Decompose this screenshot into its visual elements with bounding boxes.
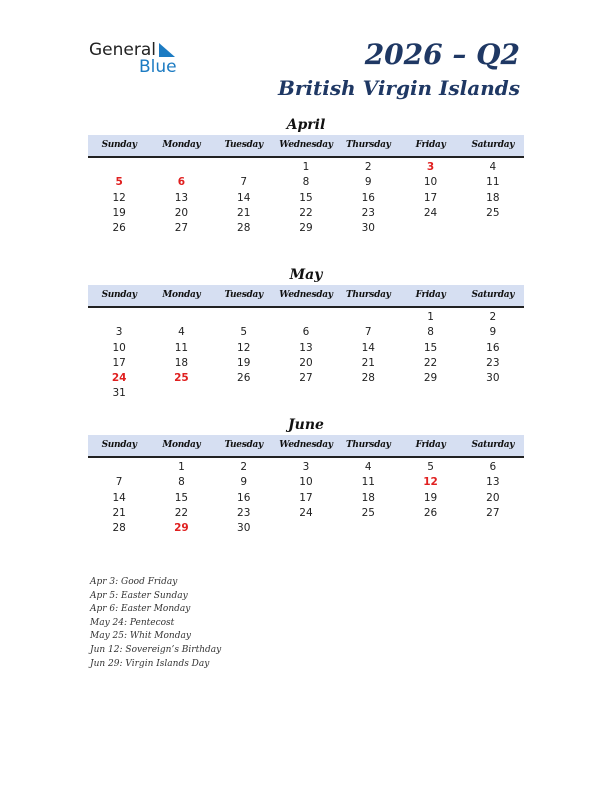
week-row (88, 521, 524, 536)
day-cell: 25 (361, 506, 375, 519)
week-row (88, 341, 524, 356)
day-cell: 1 (427, 311, 434, 323)
day-cell: 16 (361, 191, 375, 204)
weekday-header-row (88, 135, 524, 158)
weekday-header-friday: Friday (415, 290, 446, 300)
day-cell: 2 (489, 311, 497, 323)
day-cell: 1 (302, 161, 310, 173)
day-cell: 15 (423, 341, 438, 354)
day-cell: 3 (115, 326, 123, 339)
week-row (88, 221, 524, 236)
weekday-header-sunday: Sunday (101, 140, 137, 150)
empty-cell (337, 521, 399, 536)
weekday-header-monday: Monday (162, 140, 201, 150)
day-cell: 28 (112, 522, 126, 535)
day-cell: 14 (112, 491, 126, 504)
day-cell: 17 (112, 356, 126, 369)
day-cell: 9 (489, 326, 497, 339)
day-cell: 24 (111, 372, 127, 385)
week-row (88, 206, 524, 221)
day-cell: 12 (237, 341, 251, 354)
day-cell: 7 (364, 326, 372, 339)
day-cell: 27 (174, 222, 189, 235)
day-cell: 16 (486, 341, 500, 354)
day-cell: 2 (364, 161, 372, 173)
day-cell: 8 (302, 176, 310, 189)
week-row (88, 386, 524, 401)
month-title: May (289, 267, 323, 283)
empty-cell (462, 386, 524, 401)
logo (89, 40, 189, 76)
month-june (88, 415, 524, 536)
week-row (88, 460, 524, 475)
day-cell: 30 (361, 222, 375, 235)
weekday-header-sunday: Sunday (101, 290, 137, 300)
weekday-header-saturday: Saturday (471, 290, 515, 300)
day-cell: 16 (237, 491, 251, 504)
day-cell: 28 (237, 222, 251, 235)
empty-cell (462, 221, 524, 236)
day-cell: 31 (112, 387, 126, 400)
day-cell: 12 (112, 191, 126, 204)
empty-cell (275, 310, 337, 325)
day-cell: 6 (177, 176, 186, 189)
day-cell: 17 (299, 491, 313, 504)
week-row (88, 310, 524, 325)
weekday-header-saturday: Saturday (471, 140, 515, 150)
day-cell: 24 (423, 206, 438, 219)
day-cell: 26 (112, 222, 126, 235)
empty-cell (88, 160, 150, 175)
day-cell: 19 (237, 356, 251, 369)
day-cell: 9 (364, 176, 372, 189)
logo-triangle-icon (159, 43, 175, 57)
day-cell: 25 (486, 206, 500, 219)
empty-cell (213, 310, 275, 325)
weekday-header-wednesday: Wednesday (279, 440, 333, 450)
day-cell: 29 (174, 522, 189, 535)
day-cell: 6 (489, 461, 497, 473)
week-row (88, 506, 524, 521)
day-cell: 19 (423, 491, 438, 504)
day-cell: 21 (361, 356, 375, 369)
holiday-item: May 25: Whit Monday (90, 631, 191, 642)
day-cell: 3 (302, 461, 310, 473)
day-cell: 11 (174, 341, 189, 354)
day-cell: 5 (115, 176, 123, 189)
day-cell: 9 (240, 476, 248, 489)
week-row (88, 371, 524, 386)
week-row (88, 475, 524, 490)
weekday-header-friday: Friday (415, 440, 446, 450)
day-cell: 21 (112, 506, 126, 519)
empty-cell (150, 310, 212, 325)
day-cell: 23 (237, 506, 251, 519)
weekday-header-tuesday: Tuesday (224, 140, 263, 150)
weekday-header-thursday: Thursday (345, 290, 391, 300)
day-cell: 20 (486, 491, 500, 504)
holiday-item: Apr 5: Easter Sunday (90, 590, 188, 601)
day-cell: 29 (423, 372, 438, 385)
week-row (88, 191, 524, 206)
day-cell: 19 (112, 206, 126, 219)
day-cell: 7 (240, 176, 248, 189)
day-cell: 2 (240, 461, 248, 473)
holiday-item: Apr 6: Easter Monday (90, 604, 191, 615)
day-cell: 18 (174, 356, 189, 369)
weekday-header-wednesday: Wednesday (279, 140, 333, 150)
empty-cell (88, 460, 150, 475)
day-cell: 26 (423, 506, 438, 519)
week-row (88, 356, 524, 371)
empty-cell (150, 386, 212, 401)
day-cell: 4 (364, 461, 372, 473)
day-cell: 11 (361, 476, 375, 489)
day-cell: 27 (486, 506, 500, 519)
weekday-header-friday: Friday (415, 140, 446, 150)
day-cell: 22 (174, 506, 189, 519)
day-cell: 20 (174, 206, 189, 219)
day-cell: 13 (299, 341, 313, 354)
day-cell: 10 (423, 176, 438, 189)
day-cell: 28 (361, 372, 375, 385)
day-cell: 18 (486, 191, 500, 204)
empty-cell (399, 521, 461, 536)
day-cell: 15 (174, 491, 189, 504)
week-row (88, 325, 524, 340)
month-may (88, 265, 524, 402)
week-row (88, 160, 524, 175)
day-cell: 14 (237, 191, 251, 204)
weekday-header-thursday: Thursday (345, 440, 391, 450)
day-cell: 23 (361, 206, 375, 219)
month-april (88, 115, 524, 236)
empty-cell (337, 310, 399, 325)
day-cell: 24 (299, 506, 313, 519)
month-title: April (286, 117, 326, 133)
day-cell: 22 (423, 356, 438, 369)
weekday-header-row (88, 285, 524, 308)
day-cell: 23 (486, 356, 500, 369)
day-cell: 6 (302, 326, 310, 339)
page-subtitle: British Virgin Islands (278, 76, 520, 100)
weekday-header-monday: Monday (162, 290, 201, 300)
empty-cell (399, 221, 461, 236)
weekday-header-sunday: Sunday (101, 440, 137, 450)
day-cell: 8 (427, 326, 434, 339)
empty-cell (213, 386, 275, 401)
day-cell: 30 (486, 372, 500, 385)
logo-general-text: General (89, 40, 156, 60)
empty-cell (213, 160, 275, 175)
logo-blue-text: Blue (139, 57, 177, 77)
day-cell: 14 (361, 341, 375, 354)
day-cell: 27 (299, 372, 313, 385)
day-cell: 3 (426, 161, 435, 173)
page-title: 2026 – Q2 (364, 38, 520, 71)
weekday-header-saturday: Saturday (471, 440, 515, 450)
day-cell: 7 (115, 476, 123, 489)
holiday-list (90, 576, 221, 671)
weekday-header-thursday: Thursday (345, 140, 391, 150)
week-row (88, 491, 524, 506)
holiday-item: Jun 12: Sovereign’s Birthday (90, 644, 222, 655)
day-cell: 29 (299, 222, 313, 235)
weekday-header-tuesday: Tuesday (224, 440, 263, 450)
weekday-header-monday: Monday (162, 440, 201, 450)
empty-cell (462, 521, 524, 536)
empty-cell (275, 521, 337, 536)
day-cell: 20 (299, 356, 313, 369)
day-cell: 10 (299, 476, 313, 489)
weekday-header-tuesday: Tuesday (224, 290, 263, 300)
day-cell: 13 (486, 476, 500, 489)
empty-cell (150, 160, 212, 175)
weekday-header-row (88, 435, 524, 458)
day-cell: 15 (299, 191, 313, 204)
day-cell: 13 (174, 191, 189, 204)
empty-cell (337, 386, 399, 401)
empty-cell (275, 386, 337, 401)
day-cell: 25 (174, 372, 189, 385)
day-cell: 5 (427, 461, 434, 473)
day-cell: 1 (178, 461, 185, 473)
day-cell: 22 (299, 206, 313, 219)
day-cell: 18 (361, 491, 375, 504)
empty-cell (88, 310, 150, 325)
month-title: June (288, 417, 324, 433)
empty-cell (399, 386, 461, 401)
day-cell: 11 (486, 176, 500, 189)
day-cell: 5 (240, 326, 248, 339)
day-cell: 4 (489, 161, 497, 173)
holiday-item: Jun 29: Virgin Islands Day (90, 658, 210, 669)
day-cell: 30 (237, 522, 251, 535)
day-cell: 17 (423, 191, 438, 204)
holiday-item: May 24: Pentecost (90, 617, 175, 628)
day-cell: 10 (112, 341, 126, 354)
holiday-item: Apr 3: Good Friday (90, 577, 178, 587)
day-cell: 26 (237, 372, 251, 385)
day-cell: 8 (178, 476, 185, 489)
weekday-header-wednesday: Wednesday (279, 290, 333, 300)
week-row (88, 175, 524, 190)
day-cell: 12 (423, 476, 438, 489)
day-cell: 21 (237, 206, 251, 219)
day-cell: 4 (178, 326, 185, 339)
